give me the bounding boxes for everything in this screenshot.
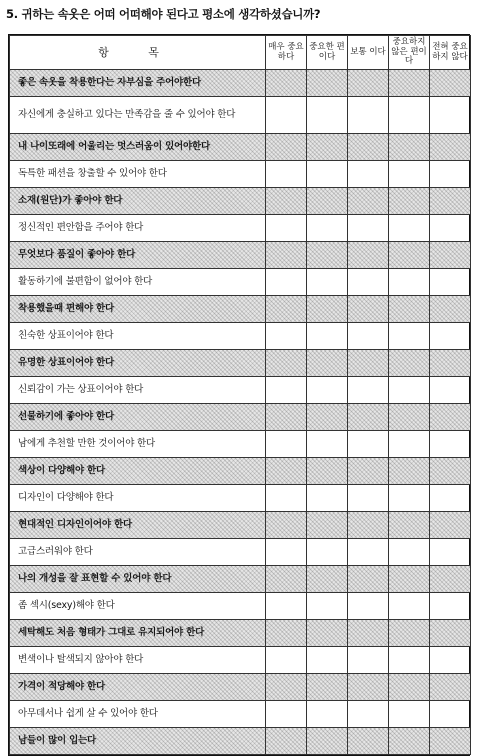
answer-cell-very-important[interactable] [266, 512, 307, 539]
answer-cell-neutral[interactable] [348, 512, 389, 539]
answer-cell-neutral[interactable] [348, 620, 389, 647]
answer-cell-very-important[interactable] [266, 215, 307, 242]
answer-cell-not-important[interactable] [389, 188, 430, 215]
answer-cell-not-at-all-important[interactable] [430, 701, 471, 728]
answer-cell-neutral[interactable] [348, 296, 389, 323]
answer-cell-neutral[interactable] [348, 431, 389, 458]
answer-cell-very-important[interactable] [266, 728, 307, 755]
item-label: 자신에게 충실하고 있다는 만족감을 줄 수 있어야 한다 [10, 97, 266, 134]
answer-cell-not-at-all-important[interactable] [430, 485, 471, 512]
answer-cell-not-at-all-important[interactable] [430, 512, 471, 539]
answer-cell-very-important[interactable] [266, 269, 307, 296]
table-row [10, 269, 471, 296]
table-row [10, 215, 471, 242]
answer-cell-very-important[interactable] [266, 97, 307, 134]
answer-cell-neutral[interactable] [348, 728, 389, 755]
table-row [10, 377, 471, 404]
answer-cell-very-important[interactable] [266, 593, 307, 620]
answer-cell-neutral[interactable] [348, 242, 389, 269]
item-label: 나의 개성을 잘 표현할 수 있어야 한다 [10, 566, 266, 593]
item-label: 색상이 다양해야 한다 [10, 458, 266, 485]
item-label: 활동하기에 불편함이 없어야 한다 [10, 269, 266, 296]
answer-cell-important[interactable] [307, 269, 348, 296]
answer-cell-important[interactable] [307, 539, 348, 566]
answer-cell-neutral[interactable] [348, 701, 389, 728]
answer-cell-very-important[interactable] [266, 620, 307, 647]
answer-cell-not-at-all-important[interactable] [430, 215, 471, 242]
answer-cell-not-at-all-important[interactable] [430, 647, 471, 674]
answer-cell-important[interactable] [307, 647, 348, 674]
answer-cell-not-at-all-important[interactable] [430, 566, 471, 593]
table-row [10, 431, 471, 458]
answer-cell-important[interactable] [307, 350, 348, 377]
answer-cell-very-important[interactable] [266, 485, 307, 512]
answer-cell-not-at-all-important[interactable] [430, 350, 471, 377]
answer-cell-not-at-all-important[interactable] [430, 728, 471, 755]
table-row [10, 188, 471, 215]
answer-cell-not-at-all-important[interactable] [430, 70, 471, 97]
answer-cell-neutral[interactable] [348, 161, 389, 188]
answer-cell-very-important[interactable] [266, 350, 307, 377]
answer-cell-very-important[interactable] [266, 377, 307, 404]
item-label: 남에게 추천할 만한 것이어야 한다 [10, 431, 266, 458]
item-label: 정신적인 편안함을 주어야 한다 [10, 215, 266, 242]
item-label: 현대적인 디자인이어야 한다 [10, 512, 266, 539]
answer-cell-not-at-all-important[interactable] [430, 269, 471, 296]
table-row [10, 728, 471, 755]
answer-cell-not-at-all-important[interactable] [430, 161, 471, 188]
answer-cell-important[interactable] [307, 296, 348, 323]
table-row [10, 539, 471, 566]
answer-cell-neutral[interactable] [348, 377, 389, 404]
answer-cell-not-important[interactable] [389, 323, 430, 350]
answer-cell-not-at-all-important[interactable] [430, 458, 471, 485]
item-label: 친숙한 상표이어야 한다 [10, 323, 266, 350]
table-row [10, 134, 471, 161]
item-label: 무엇보다 품질이 좋아야 한다 [10, 242, 266, 269]
answer-cell-not-important[interactable] [389, 97, 430, 134]
item-label: 변색이나 탈색되지 않아야 한다 [10, 647, 266, 674]
answer-cell-very-important[interactable] [266, 539, 307, 566]
answer-cell-not-important[interactable] [389, 296, 430, 323]
answer-cell-not-at-all-important[interactable] [430, 97, 471, 134]
answer-cell-not-important[interactable] [389, 620, 430, 647]
answer-cell-not-at-all-important[interactable] [430, 620, 471, 647]
option-header-not-at-all-important: 전혀 중요하지 않다 [430, 36, 471, 70]
answer-cell-neutral[interactable] [348, 323, 389, 350]
answer-cell-important[interactable] [307, 701, 348, 728]
answer-cell-not-important[interactable] [389, 674, 430, 701]
item-label: 세탁해도 처음 형태가 그대로 유지되어야 한다 [10, 620, 266, 647]
answer-cell-not-important[interactable] [389, 593, 430, 620]
answer-cell-important[interactable] [307, 674, 348, 701]
answer-cell-not-at-all-important[interactable] [430, 134, 471, 161]
answer-cell-important[interactable] [307, 404, 348, 431]
table-row [10, 593, 471, 620]
answer-cell-very-important[interactable] [266, 431, 307, 458]
answer-cell-important[interactable] [307, 323, 348, 350]
answer-cell-neutral[interactable] [348, 188, 389, 215]
option-header-very-important: 매우 중요하다 [266, 36, 307, 70]
answer-cell-not-important[interactable] [389, 728, 430, 755]
answer-cell-neutral[interactable] [348, 269, 389, 296]
answer-cell-not-at-all-important[interactable] [430, 539, 471, 566]
answer-cell-important[interactable] [307, 512, 348, 539]
item-label: 좋은 속옷을 착용한다는 자부심을 주어야한다 [10, 70, 266, 97]
answer-cell-important[interactable] [307, 728, 348, 755]
answer-cell-important[interactable] [307, 97, 348, 134]
answer-cell-neutral[interactable] [348, 70, 389, 97]
answer-cell-very-important[interactable] [266, 134, 307, 161]
answer-cell-not-important[interactable] [389, 377, 430, 404]
answer-cell-important[interactable] [307, 134, 348, 161]
answer-cell-neutral[interactable] [348, 485, 389, 512]
item-label: 신뢰감이 가는 상표이어야 한다 [10, 377, 266, 404]
table-row [10, 161, 471, 188]
answer-cell-important[interactable] [307, 566, 348, 593]
option-header-neutral: 보통 이다 [348, 36, 389, 70]
answer-cell-not-important[interactable] [389, 512, 430, 539]
answer-cell-important[interactable] [307, 458, 348, 485]
item-column-header: 항 목 [10, 36, 266, 70]
survey-table [8, 34, 470, 756]
answer-cell-not-at-all-important[interactable] [430, 674, 471, 701]
answer-cell-not-important[interactable] [389, 404, 430, 431]
answer-cell-important[interactable] [307, 70, 348, 97]
header-row [10, 36, 471, 70]
answer-cell-important[interactable] [307, 593, 348, 620]
answer-cell-neutral[interactable] [348, 458, 389, 485]
item-label: 유명한 상표이어야 한다 [10, 350, 266, 377]
answer-cell-very-important[interactable] [266, 647, 307, 674]
table-row [10, 674, 471, 701]
table-row [10, 323, 471, 350]
answer-cell-neutral[interactable] [348, 674, 389, 701]
item-label: 선물하기에 좋아야 한다 [10, 404, 266, 431]
answer-cell-not-important[interactable] [389, 539, 430, 566]
answer-cell-not-at-all-important[interactable] [430, 242, 471, 269]
answer-cell-not-important[interactable] [389, 458, 430, 485]
item-label: 착용했을때 편해야 한다 [10, 296, 266, 323]
answer-cell-not-at-all-important[interactable] [430, 377, 471, 404]
table-row [10, 242, 471, 269]
answer-cell-very-important[interactable] [266, 161, 307, 188]
answer-cell-not-important[interactable] [389, 566, 430, 593]
answer-cell-neutral[interactable] [348, 593, 389, 620]
answer-cell-not-at-all-important[interactable] [430, 296, 471, 323]
table-row [10, 485, 471, 512]
item-label: 가격이 적당해야 한다 [10, 674, 266, 701]
answer-cell-important[interactable] [307, 215, 348, 242]
answer-cell-very-important[interactable] [266, 70, 307, 97]
answer-cell-not-important[interactable] [389, 647, 430, 674]
answer-cell-neutral[interactable] [348, 539, 389, 566]
option-header-important: 중요한 편이다 [307, 36, 348, 70]
answer-cell-very-important[interactable] [266, 188, 307, 215]
answer-cell-neutral[interactable] [348, 350, 389, 377]
answer-cell-not-at-all-important[interactable] [430, 404, 471, 431]
answer-cell-important[interactable] [307, 242, 348, 269]
item-label: 독특한 패션을 창출할 수 있어야 한다 [10, 161, 266, 188]
answer-cell-not-at-all-important[interactable] [430, 188, 471, 215]
answer-cell-very-important[interactable] [266, 566, 307, 593]
answer-cell-not-at-all-important[interactable] [430, 323, 471, 350]
answer-cell-very-important[interactable] [266, 701, 307, 728]
answer-cell-very-important[interactable] [266, 296, 307, 323]
answer-cell-not-important[interactable] [389, 161, 430, 188]
answer-cell-important[interactable] [307, 620, 348, 647]
answer-cell-important[interactable] [307, 161, 348, 188]
answer-cell-not-important[interactable] [389, 485, 430, 512]
answer-cell-not-important[interactable] [389, 70, 430, 97]
answer-cell-not-important[interactable] [389, 269, 430, 296]
item-label: 남들이 많이 입는다 [10, 728, 266, 755]
answer-cell-not-important[interactable] [389, 701, 430, 728]
answer-cell-not-important[interactable] [389, 242, 430, 269]
table-row [10, 296, 471, 323]
question-title: 5. 귀하는 속옷은 어떠 어떠해야 된다고 평소에 생각하셨습니까? [6, 7, 321, 21]
answer-cell-very-important[interactable] [266, 404, 307, 431]
answer-cell-not-important[interactable] [389, 350, 430, 377]
answer-cell-not-important[interactable] [389, 431, 430, 458]
answer-cell-important[interactable] [307, 188, 348, 215]
answer-cell-important[interactable] [307, 431, 348, 458]
answer-cell-very-important[interactable] [266, 323, 307, 350]
answer-cell-neutral[interactable] [348, 134, 389, 161]
item-label: 좀 섹시(sexy)해야 한다 [10, 593, 266, 620]
item-label: 소재(원단)가 좋아야 한다 [10, 188, 266, 215]
answer-cell-not-at-all-important[interactable] [430, 593, 471, 620]
answer-cell-important[interactable] [307, 485, 348, 512]
answer-cell-important[interactable] [307, 377, 348, 404]
table-row [10, 458, 471, 485]
option-header-not-important: 중요하지 않은 편이다 [389, 36, 430, 70]
table-row [10, 512, 471, 539]
item-label: 고급스러워야 한다 [10, 539, 266, 566]
answer-cell-not-important[interactable] [389, 215, 430, 242]
answer-cell-very-important[interactable] [266, 674, 307, 701]
item-label: 디자인이 다양해야 한다 [10, 485, 266, 512]
answer-cell-neutral[interactable] [348, 566, 389, 593]
table-row [10, 566, 471, 593]
answer-cell-neutral[interactable] [348, 97, 389, 134]
answer-cell-not-important[interactable] [389, 134, 430, 161]
answer-cell-not-at-all-important[interactable] [430, 431, 471, 458]
answer-cell-neutral[interactable] [348, 647, 389, 674]
table-row [10, 701, 471, 728]
table-row [10, 70, 471, 97]
answer-cell-neutral[interactable] [348, 404, 389, 431]
table-row [10, 620, 471, 647]
table-row [10, 647, 471, 674]
answer-cell-very-important[interactable] [266, 242, 307, 269]
item-label: 아무데서나 쉽게 살 수 있어야 한다 [10, 701, 266, 728]
answer-cell-neutral[interactable] [348, 215, 389, 242]
table-row [10, 404, 471, 431]
table-row [10, 350, 471, 377]
table-row [10, 97, 471, 134]
answer-cell-very-important[interactable] [266, 458, 307, 485]
item-label: 내 나이또래에 어울리는 멋스러움이 있어야한다 [10, 134, 266, 161]
